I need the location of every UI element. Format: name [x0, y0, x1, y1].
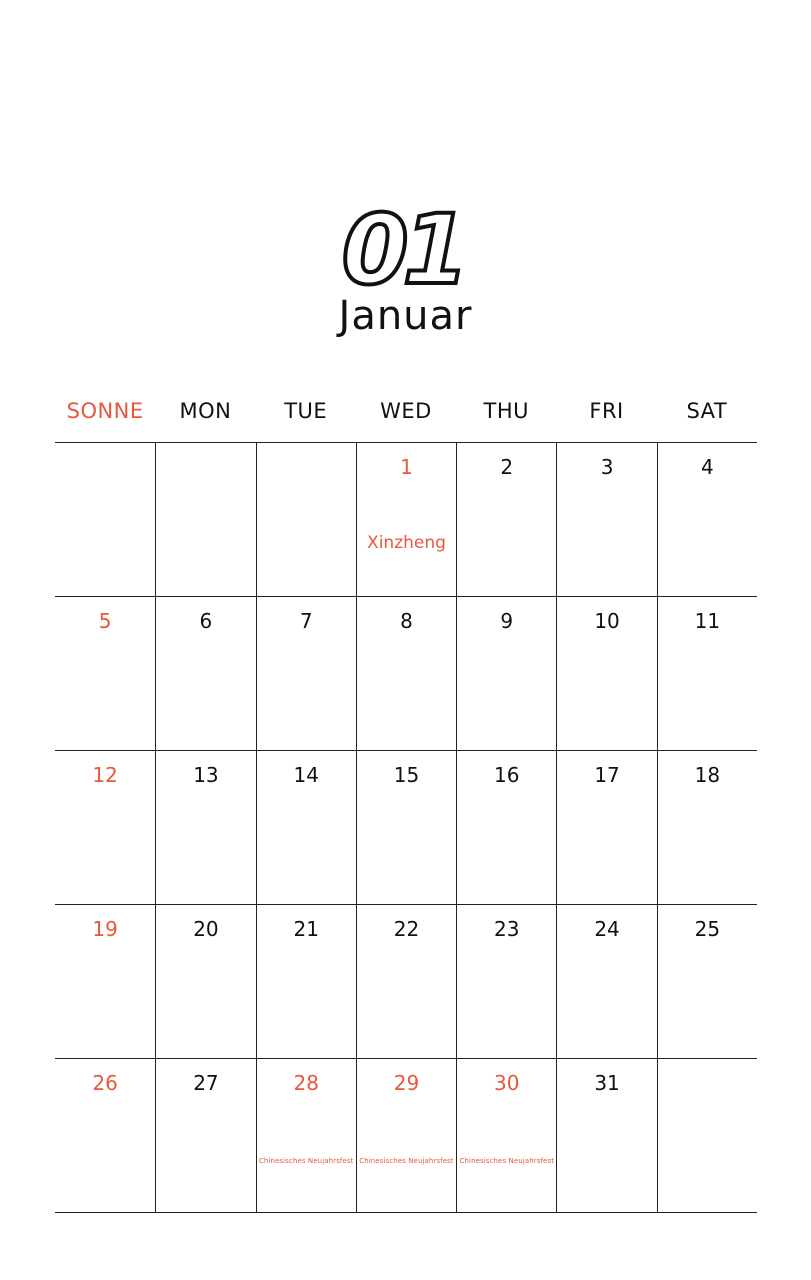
weekday-label: SONNE: [66, 399, 144, 423]
day-cell[interactable]: [55, 751, 155, 905]
weekday-label: THU: [483, 399, 530, 423]
event-label: Chinesisches Neujahrsfest: [459, 1157, 555, 1165]
day-cell[interactable]: [456, 751, 556, 905]
day-number: 16: [494, 763, 520, 787]
month-name: Januar: [338, 293, 473, 339]
day-number: 13: [193, 763, 219, 787]
day-number: 19: [92, 917, 118, 941]
day-cell[interactable]: [556, 1059, 656, 1213]
day-cell[interactable]: [256, 751, 356, 905]
day-cell[interactable]: [556, 597, 656, 751]
day-cell[interactable]: [456, 1059, 556, 1213]
day-cell[interactable]: [556, 443, 656, 597]
calendar-header: [0, 194, 811, 339]
day-cell[interactable]: [55, 1059, 155, 1213]
day-number: 14: [293, 763, 319, 787]
calendar-grid: [55, 380, 757, 1213]
weeks-grid: [55, 443, 757, 1213]
day-number: 26: [92, 1071, 118, 1095]
day-number: 17: [594, 763, 620, 787]
day-cell[interactable]: [55, 443, 155, 597]
weekday-header-row: [55, 380, 757, 443]
day-number: 29: [393, 1071, 420, 1095]
day-number: 31: [594, 1071, 620, 1095]
day-cell[interactable]: [256, 597, 356, 751]
weekday-label: FRI: [589, 399, 624, 423]
day-cell[interactable]: [657, 751, 757, 905]
day-cell[interactable]: [657, 597, 757, 751]
weekday-label: WED: [380, 399, 432, 423]
day-number: 1: [400, 455, 413, 479]
day-number: 9: [500, 609, 514, 633]
weekday-label: SAT: [686, 399, 728, 423]
day-number: 23: [494, 917, 520, 941]
day-number: 22: [393, 917, 420, 941]
day-number: 21: [293, 917, 319, 941]
day-cell[interactable]: [356, 1059, 456, 1213]
day-number: 15: [393, 763, 420, 787]
day-number: 2: [500, 455, 514, 479]
month-number: 01: [341, 194, 464, 306]
day-number: 28: [293, 1071, 319, 1095]
day-cell[interactable]: [155, 1059, 255, 1213]
day-number: 4: [700, 455, 714, 479]
day-number: 6: [199, 609, 213, 633]
day-number: 8: [400, 609, 413, 633]
day-cell[interactable]: [456, 905, 556, 1059]
day-cell[interactable]: [456, 443, 556, 597]
day-cell[interactable]: [155, 905, 255, 1059]
day-cell[interactable]: [256, 443, 356, 597]
weekday-label: MON: [179, 399, 232, 423]
day-number: 25: [694, 917, 721, 941]
day-number: 5: [98, 609, 112, 633]
day-cell[interactable]: [55, 597, 155, 751]
day-number: 12: [92, 763, 118, 787]
day-cell[interactable]: [556, 905, 656, 1059]
day-number: 3: [600, 455, 614, 479]
day-cell[interactable]: [155, 443, 255, 597]
day-cell[interactable]: [256, 905, 356, 1059]
event-label: Chinesisches Neujahrsfest: [258, 1157, 354, 1165]
day-cell[interactable]: [256, 1059, 356, 1213]
day-cell[interactable]: [556, 751, 656, 905]
day-number: 27: [193, 1071, 219, 1095]
day-cell[interactable]: [356, 751, 456, 905]
weekday-label: TUE: [284, 399, 328, 423]
day-cell[interactable]: [657, 905, 757, 1059]
day-cell[interactable]: [356, 905, 456, 1059]
day-number: 24: [594, 917, 620, 941]
day-cell[interactable]: [657, 443, 757, 597]
day-cell[interactable]: [356, 597, 456, 751]
day-number: 30: [494, 1071, 520, 1095]
day-cell[interactable]: [657, 1059, 757, 1213]
event-label: Chinesisches Neujahrsfest: [359, 1157, 454, 1165]
day-cell[interactable]: [55, 905, 155, 1059]
day-number: 7: [299, 609, 313, 633]
day-cell[interactable]: [155, 597, 255, 751]
day-number: 10: [594, 609, 620, 633]
day-number: 18: [694, 763, 721, 787]
event-label: Xinzheng: [367, 533, 446, 553]
day-cell[interactable]: [356, 443, 456, 597]
day-cell[interactable]: [155, 751, 255, 905]
day-number: 20: [193, 917, 219, 941]
day-cell[interactable]: [456, 597, 556, 751]
day-number: 11: [694, 609, 721, 633]
